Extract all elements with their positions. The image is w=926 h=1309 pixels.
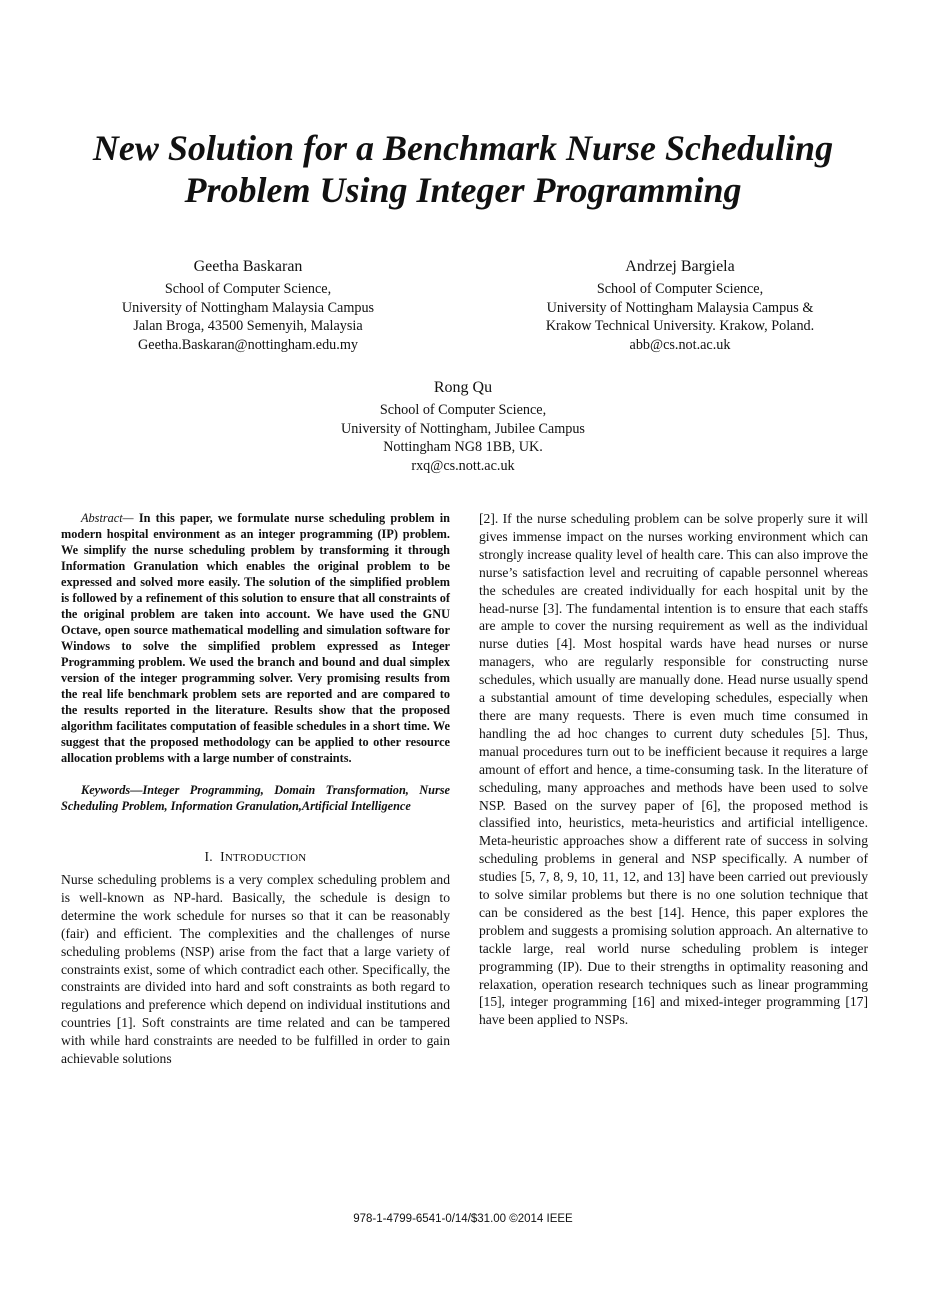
author-name: Andrzej Bargiela: [625, 258, 735, 275]
left-column: [61, 510, 450, 1068]
paper-title-line-2: Problem Using Integer Programming: [184, 170, 742, 210]
author-affiliation-line: University of Nottingham Malaysia Campus &: [546, 299, 814, 316]
author-affiliation-line: University of Nottingham Malaysia Campus: [121, 299, 375, 316]
author-affiliation-line: University of Nottingham, Jubilee Campus: [341, 420, 585, 437]
section-heading-introduction: [61, 848, 450, 867]
section-title-rest: NTRODUCTION: [224, 852, 307, 864]
author-affiliation-line: School of Computer Science,: [596, 281, 764, 297]
paper-title: [40, 127, 886, 211]
author-affiliation-line: School of Computer Science,: [164, 281, 332, 297]
author-name: Rong Qu: [433, 379, 493, 396]
section-title-initial: I: [220, 849, 225, 864]
author-affiliation-line: School of Computer Science,: [379, 402, 547, 418]
section-number: I.: [204, 849, 213, 864]
author-block-bargiela: [500, 257, 860, 354]
body-paragraph-right: [2]. If the nurse scheduling problem can be solve properly sure it will gives immense impact on the nurses working environment which can strongly increase quality level of health care. This can also improve the nurse’s satisfaction level and recruiting of capable personnel whereas the schedules are created individually for each hospital unit by the head-nurse [3]. The fundamental intention is to ensure that each staffs are ample to cover the nursing requirement as well as the individual nurse duties [4]. Most hospital wards have head nurses or nurse managers, who are regularly responsible for constructing nurse schedules, which usually are manually done. Head nurse usually spend a substantial amount of time developing schedules, especially when there are many requests. There is even much time consumed in handling the ad hoc changes to current duty schedules [5]. Thus, manual procedures turn out to be inefficient because it requires a large amount of effort and hence, a time-consuming task. In the literature of scheduling, many approaches and methods have been used to solve NSP. Based on the survey paper of [6], the proposed method is classified into, heuristics, meta-heuristics and artificial intelligence. Meta-heuristic approaches show a different rate of success in solving scheduling problems in general and NSP specifically. A number of studies [5, 7, 8, 9, 10, 11, 12, and 13] have been carried out previously to solve similar problems but there is no one solution technique that can be considered as the best [14]. Hence, this paper explores the problem and suggests a promising solution approach. An alternative to tackle large, real world nurse scheduling problem is integer programming (IP). Due to their strengths in optimality reasoning and relaxation, operation research techniques such as linear programming [15], integer programming [16] and mixed-integer programming [17] have been applied to NSPs.: [479, 511, 868, 1028]
author-email: abb@cs.not.ac.uk: [629, 336, 731, 353]
abstract-text: In this paper, we formulate nurse scheduling problem in modern hospital environment as an integer programming (IP) problem. We simplify the nurse scheduling problem by transforming it through Information Granulation which enables the original problem to be expressed and solved more easily. The solution of the simplified problem is followed by a refinement of this solution to ensure that all constraints of the original problem are taken into account. We have used the GNU Octave, open source mathematical modelling and simulation software for Windows to solve the simplified problem expressed as Integer Programming problem. We used the branch and bound and dual simplex version of the integer programming solver. Very promising results from the real life benchmark problem sets are reported and are compared to the results reported in the literature. Results show that the proposed algorithm facilitates computation of feasible schedules in a short time. We suggest that the proposed methodology can be applied to other resource allocation problems with a large number of constraints.: [61, 511, 450, 765]
author-email: rxq@cs.nott.ac.uk: [411, 457, 515, 474]
body-paragraph-left: Nurse scheduling problems is a very complex scheduling problem and is well-known as NP-hard. Basically, the schedule is design to determine the work schedule for nurses so that it can be reasonably (fair) and efficient. The complexities and the challenges of nurse scheduling problems (NSP) arise from the fact that a large variety of constraints exist, some of which contradict each other. Specifically, the constraints are divided into hard and soft constraints as both regard to regulations and preference which depend on individual institutions and countries [1]. Soft constraints are time related and can be tampered with while hard constraints are needed to be fulfilled in order to gain achievable solutions: [61, 872, 450, 1067]
keywords: Keywords—Integer Programming, Domain Transformation, Nurse Scheduling Problem, Information Granulation,Artificial Intelligence: [61, 783, 450, 813]
author-affiliation-line: Jalan Broga, 43500 Semenyih, Malaysia: [133, 318, 363, 334]
author-affiliation-line: Krakow Technical University. Krakow, Poland.: [545, 318, 815, 334]
paper-title-line-1: New Solution for a Benchmark Nurse Scheduling: [92, 128, 834, 168]
author-block-baskaran: [88, 257, 408, 354]
abstract-label: Abstract—: [81, 511, 134, 525]
copyright-footer: 978-1-4799-6541-0/14/$31.00 ©2014 IEEE: [353, 1213, 573, 1225]
author-block-qu: [263, 378, 663, 475]
author-email: Geetha.Baskaran@nottingham.edu.my: [138, 336, 358, 353]
author-affiliation-line: Nottingham NG8 1BB, UK.: [383, 439, 543, 455]
right-column: [479, 510, 868, 1029]
author-name: Geetha Baskaran: [193, 258, 303, 275]
abstract: [61, 510, 450, 766]
